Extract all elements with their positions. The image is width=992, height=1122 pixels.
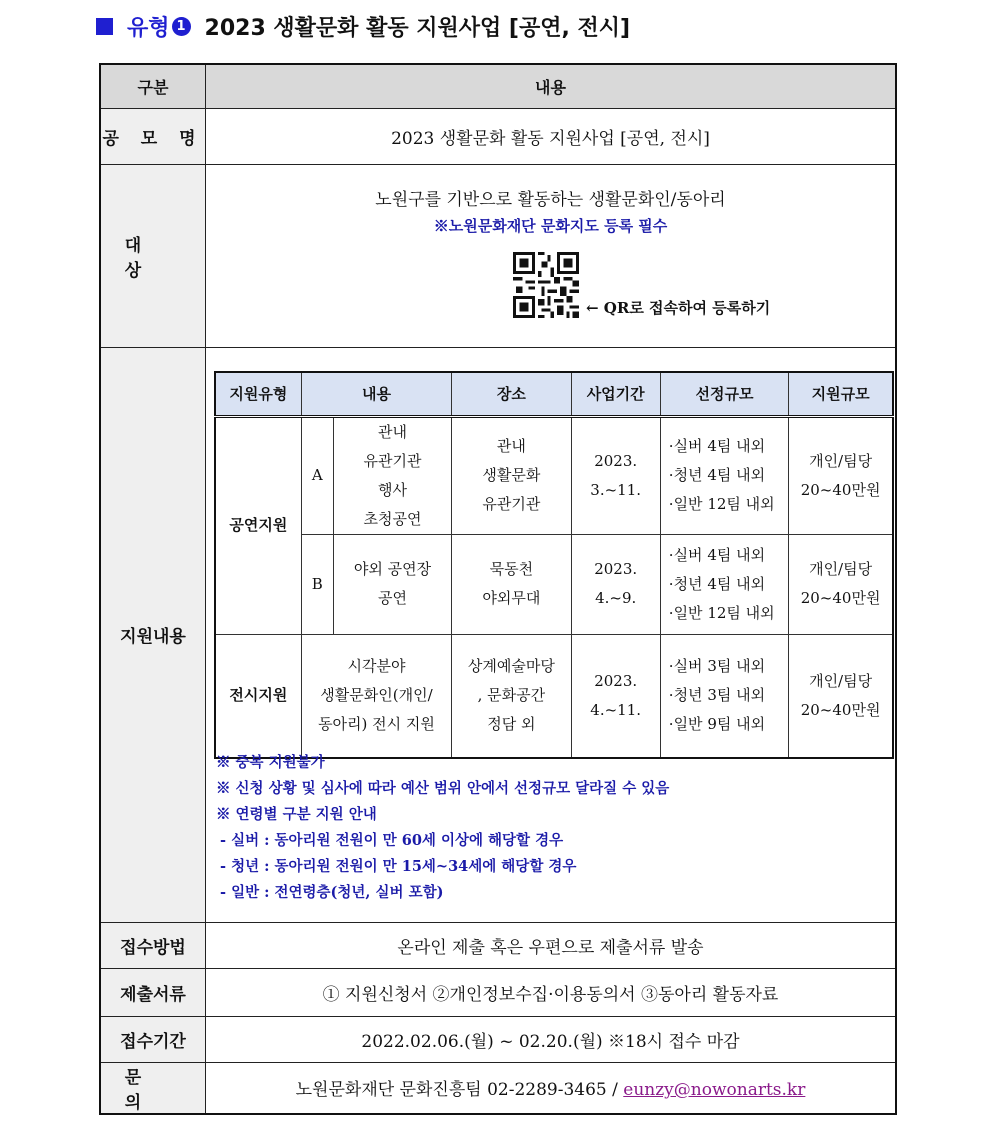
col-selection: 선정규모 (660, 372, 788, 417)
label-support: 지원내용 (100, 347, 206, 922)
col-type: 지원유형 (215, 372, 301, 417)
col-period: 사업기간 (571, 372, 660, 417)
blue-square-icon (96, 18, 113, 35)
note-line: - 일반 : 전연령층(청년, 실버 포함) (220, 883, 444, 901)
section-title: 2023 생활문화 활동 지원사업 [공연, 전시] (204, 15, 631, 41)
value-period: 2022.02.06.(월) ~ 02.20.(월) ※18시 접수 마감 (206, 1016, 897, 1062)
code-a: A (301, 416, 333, 534)
value-contest-name: 2023 생활문화 활동 지원사업 [공연, 전시] (206, 108, 897, 164)
header-category: 구분 (100, 64, 206, 108)
row-contact (100, 1062, 896, 1114)
qr-instruction: ← QR로 접속하여 등록하기 (586, 298, 771, 317)
row-documents (100, 968, 896, 1016)
label-period: 접수기간 (100, 1016, 206, 1062)
period-a: 2023. 3.~11. (571, 416, 660, 534)
period-exhibition: 2023. 4.~11. (571, 634, 660, 758)
col-amount: 지원규모 (789, 372, 893, 417)
target-description: 노원구를 기반으로 활동하는 생활문화인/동아리 (375, 189, 726, 210)
place-exhibition: 상계예술마당 , 문화공간 정담 외 (452, 634, 571, 758)
label-target: 대 상 (100, 164, 206, 347)
email-link[interactable]: eunzy@nowonarts.kr (623, 1080, 806, 1100)
content-exhibition: 시각분야 생활문화인(개인/ 동아리) 전시 지원 (301, 634, 451, 758)
place-a: 관내 생활문화 유관기관 (452, 416, 571, 534)
support-header-row (215, 372, 893, 417)
label-contest-name: 공 모 명 (100, 108, 206, 164)
target-requirement: ※노원문화재단 문화지도 등록 필수 (433, 216, 668, 235)
table-row (215, 534, 893, 634)
col-content: 내용 (301, 372, 451, 417)
header-content: 내용 (206, 64, 897, 108)
selection-a: ·실버 4팀 내외 ·청년 4팀 내외 ·일반 12팀 내외 (660, 416, 788, 534)
amount-a: 개인/팀당 20~40만원 (789, 416, 893, 534)
row-target (100, 164, 896, 347)
row-period (100, 1016, 896, 1062)
table-row (215, 634, 893, 758)
note-line: - 청년 : 동아리원 전원이 만 15세~34세에 해당할 경우 (220, 857, 577, 875)
period-b: 2023. 4.~9. (571, 534, 660, 634)
row-support (100, 347, 896, 922)
header-row (100, 64, 896, 108)
note-line: - 실버 : 동아리원 전원이 만 60세 이상에 해당할 경우 (220, 831, 564, 849)
qr-code-icon[interactable] (513, 252, 579, 318)
code-b: B (301, 534, 333, 634)
value-documents: ① 지원신청서 ②개인정보수집·이용동의서 ③동아리 활동자료 (206, 968, 897, 1016)
note-line: ※ 신청 상황 및 심사에 따라 예산 범위 안에서 선정규모 달라질 수 있음 (216, 779, 670, 797)
place-b: 묵동천 야외무대 (452, 534, 571, 634)
type-exhibition: 전시지원 (215, 634, 301, 758)
row-contest-name (100, 108, 896, 164)
section-heading (96, 8, 630, 44)
number-circle-icon: 1 (172, 17, 191, 36)
amount-exhibition: 개인/팀당 20~40만원 (789, 634, 893, 758)
type-performance: 공연지원 (215, 416, 301, 634)
amount-b: 개인/팀당 20~40만원 (789, 534, 893, 634)
table-row (215, 416, 893, 534)
selection-b: ·실버 4팀 내외 ·청년 4팀 내외 ·일반 12팀 내외 (660, 534, 788, 634)
note-line: ※ 연령별 구분 지원 안내 (216, 805, 377, 823)
content-a: 관내 유관기관 행사 초청공연 (333, 416, 451, 534)
selection-exhibition: ·실버 3팀 내외 ·청년 3팀 내외 ·일반 9팀 내외 (660, 634, 788, 758)
content-b: 야외 공연장 공연 (333, 534, 451, 634)
support-table (214, 371, 894, 760)
info-table (99, 63, 897, 1115)
support-notes (216, 750, 896, 906)
note-line: ※ 중복 지원불가 (216, 753, 325, 771)
contact-text: 노원문화재단 문화진흥팀 02-2289-3465 / (295, 1080, 624, 1100)
col-place: 장소 (452, 372, 571, 417)
value-method: 온라인 제출 혹은 우편으로 제출서류 발송 (206, 922, 897, 968)
type-tag: 유형 (127, 15, 170, 41)
label-documents: 제출서류 (100, 968, 206, 1016)
label-method: 접수방법 (100, 922, 206, 968)
row-method (100, 922, 896, 968)
value-contact (206, 1062, 897, 1114)
label-contact: 문 의 (100, 1062, 206, 1114)
